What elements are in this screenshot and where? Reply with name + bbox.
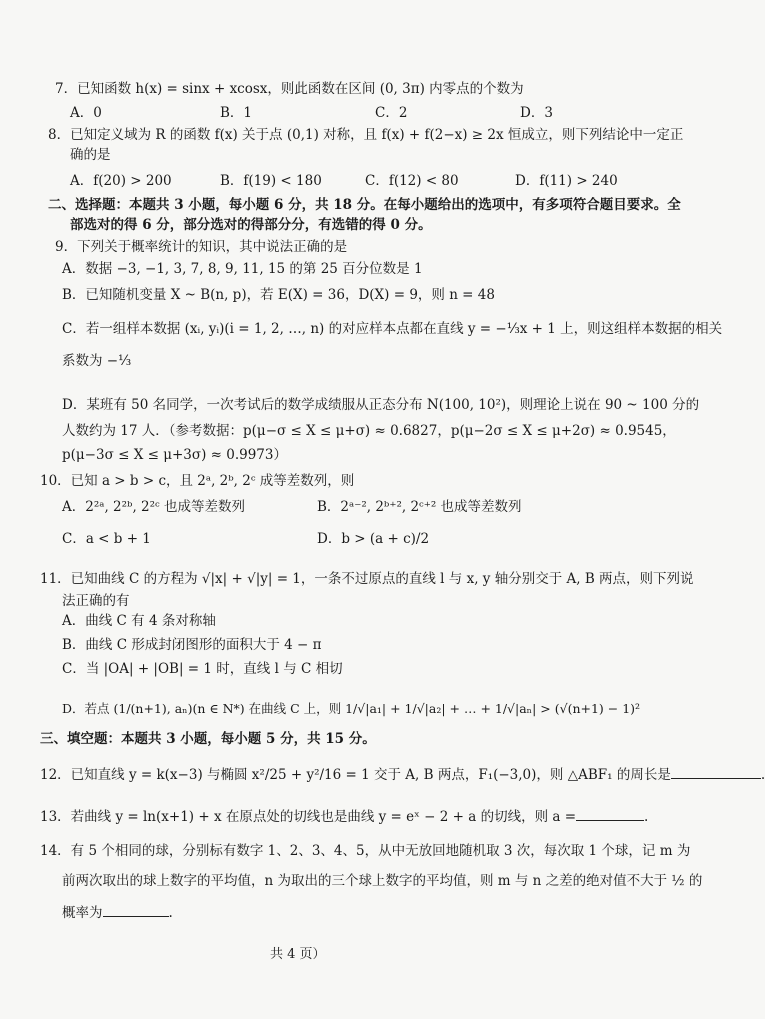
section2-line2: 部选对的得 6 分，部分选对的得部分分，有选错的得 0 分。: [70, 217, 432, 233]
q7-stem: 7．已知函数 h(x) = sinx + xcosx，则此函数在区间 (0, 3π) 内零点的个数为: [55, 81, 524, 97]
q7-option-c: C．2: [375, 105, 408, 121]
q14-text: 概率为: [62, 905, 103, 921]
q9-option-c-line1: C．若一组样本数据 (xᵢ, yᵢ)(i = 1, 2, …, n) 的对应样本点都在直线 y = −⅓x + 1 上，则这组样本数据的相关: [62, 321, 723, 337]
q12-end: .: [760, 767, 765, 783]
q14-line2: 前两次取出的球上数字的平均值，n 为取出的三个球上数字的平均值，则 m 与 n 之差的绝对值不大于 ½ 的: [62, 873, 703, 889]
page-footer: 共 4 页）: [270, 947, 326, 962]
q8-stem-line2: 确的是: [70, 147, 111, 163]
q10-option-d: D．b > (a + c)/2: [317, 531, 430, 547]
q9-option-b: B．已知随机变量 X ~ B(n, p)，若 E(X) = 36，D(X) = 9，则 n = 48: [62, 287, 495, 303]
q7-options: [70, 104, 620, 122]
q10-options-row2: [62, 530, 617, 548]
q8-stem-line1: 8．已知定义域为 R 的函数 f(x) 关于点 (0,1) 对称，且 f(x) + f(2−x) ≥ 2x 恒成立，则下列结论中一定正: [48, 127, 684, 143]
q9-option-d-line2: 人数约为 17 人．（参考数据：p(μ−σ ≤ X ≤ μ+σ) ≈ 0.6827，p(μ−2σ ≤ X ≤ μ+2σ) ≈ 0.9545，: [62, 423, 676, 439]
q12-text: 12．已知直线 y = k(x−3) 与椭圆 x²/25 + y²/16 = 1 交于 A, B 两点，F₁(−3,0)，则 △ABF₁ 的周长是: [40, 767, 671, 783]
q11-option-a: A．曲线 C 有 4 条对称轴: [62, 613, 216, 629]
q7-option-b: B．1: [220, 105, 253, 121]
q7-option-a: A．0: [70, 105, 102, 121]
q13-answer-blank[interactable]: [576, 806, 644, 821]
q9-option-d-line1: D．某班有 50 名同学，一次考试后的数学成绩服从正态分布 N(100, 10²)，则理论上说在 90 ~ 100 分的: [62, 397, 700, 413]
section2-line1: 二、选择题：本题共 3 小题，每小题 6 分，共 18 分。在每小题给出的选项中，有多项符合题目要求。全: [48, 197, 681, 213]
q10-option-c: C．a < b + 1: [62, 531, 151, 547]
q14-line1: 14．有 5 个相同的球，分别标有数字 1、2、3、4、5，从中无放回地随机取 3 次，每次取 1 个球，记 m 为: [40, 843, 691, 859]
q10-options-row1: [62, 498, 617, 516]
q13-end: .: [644, 809, 649, 825]
q11-option-c: C．当 |OA| + |OB| = 1 时，直线 l 与 C 相切: [62, 661, 343, 677]
q10-option-b: B．2ᵃ⁻², 2ᵇ⁺², 2ᶜ⁺² 也成等差数列: [317, 499, 522, 515]
q10-stem: 10．已知 a > b > c，且 2ᵃ, 2ᵇ, 2ᶜ 成等差数列，则: [40, 473, 355, 489]
section3-heading: 三、填空题：本题共 3 小题，每小题 5 分，共 15 分。: [40, 731, 376, 747]
q14-answer-blank[interactable]: [103, 902, 169, 917]
q8-option-a: A．f(20) > 200: [70, 173, 172, 189]
q8-option-d: D．f(11) > 240: [515, 173, 618, 189]
q8-options: [70, 172, 645, 190]
q12-answer-blank[interactable]: [671, 764, 761, 779]
q8-option-c: C．f(12) < 80: [365, 173, 459, 189]
q13-stem: [40, 806, 648, 826]
q9-stem: 9．下列关于概率统计的知识，其中说法正确的是: [55, 239, 348, 255]
q14-line3: [62, 902, 173, 922]
q9-option-c-line2: 系数为 −⅓: [62, 353, 132, 369]
q9-option-a: A．数据 −3, −1, 3, 7, 8, 9, 11, 15 的第 25 百分位数是 1: [62, 261, 423, 277]
q10-option-a: A．2²ᵃ, 2²ᵇ, 2²ᶜ 也成等差数列: [62, 499, 245, 515]
q14-end: .: [168, 905, 173, 921]
q9-option-d-line3: p(μ−3σ ≤ X ≤ μ+3σ) ≈ 0.9973）: [62, 447, 287, 463]
q11-stem-line2: 法正确的有: [62, 593, 130, 609]
q11-option-b: B．曲线 C 形成封闭图形的面积大于 4 − π: [62, 637, 322, 653]
q8-option-b: B．f(19) < 180: [220, 173, 322, 189]
q13-text: 13．若曲线 y = ln(x+1) + x 在原点处的切线也是曲线 y = eˣ − 2 + a 的切线，则 a =: [40, 809, 577, 825]
q11-option-d: D．若点 (1/(n+1), aₙ)(n ∈ N*) 在曲线 C 上，则 1/√|a₁| + 1/√|a₂| + … + 1/√|aₙ| > (√(n+1) − 1)²: [62, 701, 641, 716]
q7-option-d: D．3: [520, 105, 553, 121]
q12-stem: [40, 764, 765, 784]
q11-stem-line1: 11．已知曲线 C 的方程为 √|x| + √|y| = 1，一条不过原点的直线 l 与 x, y 轴分别交于 A, B 两点，则下列说: [40, 571, 694, 587]
